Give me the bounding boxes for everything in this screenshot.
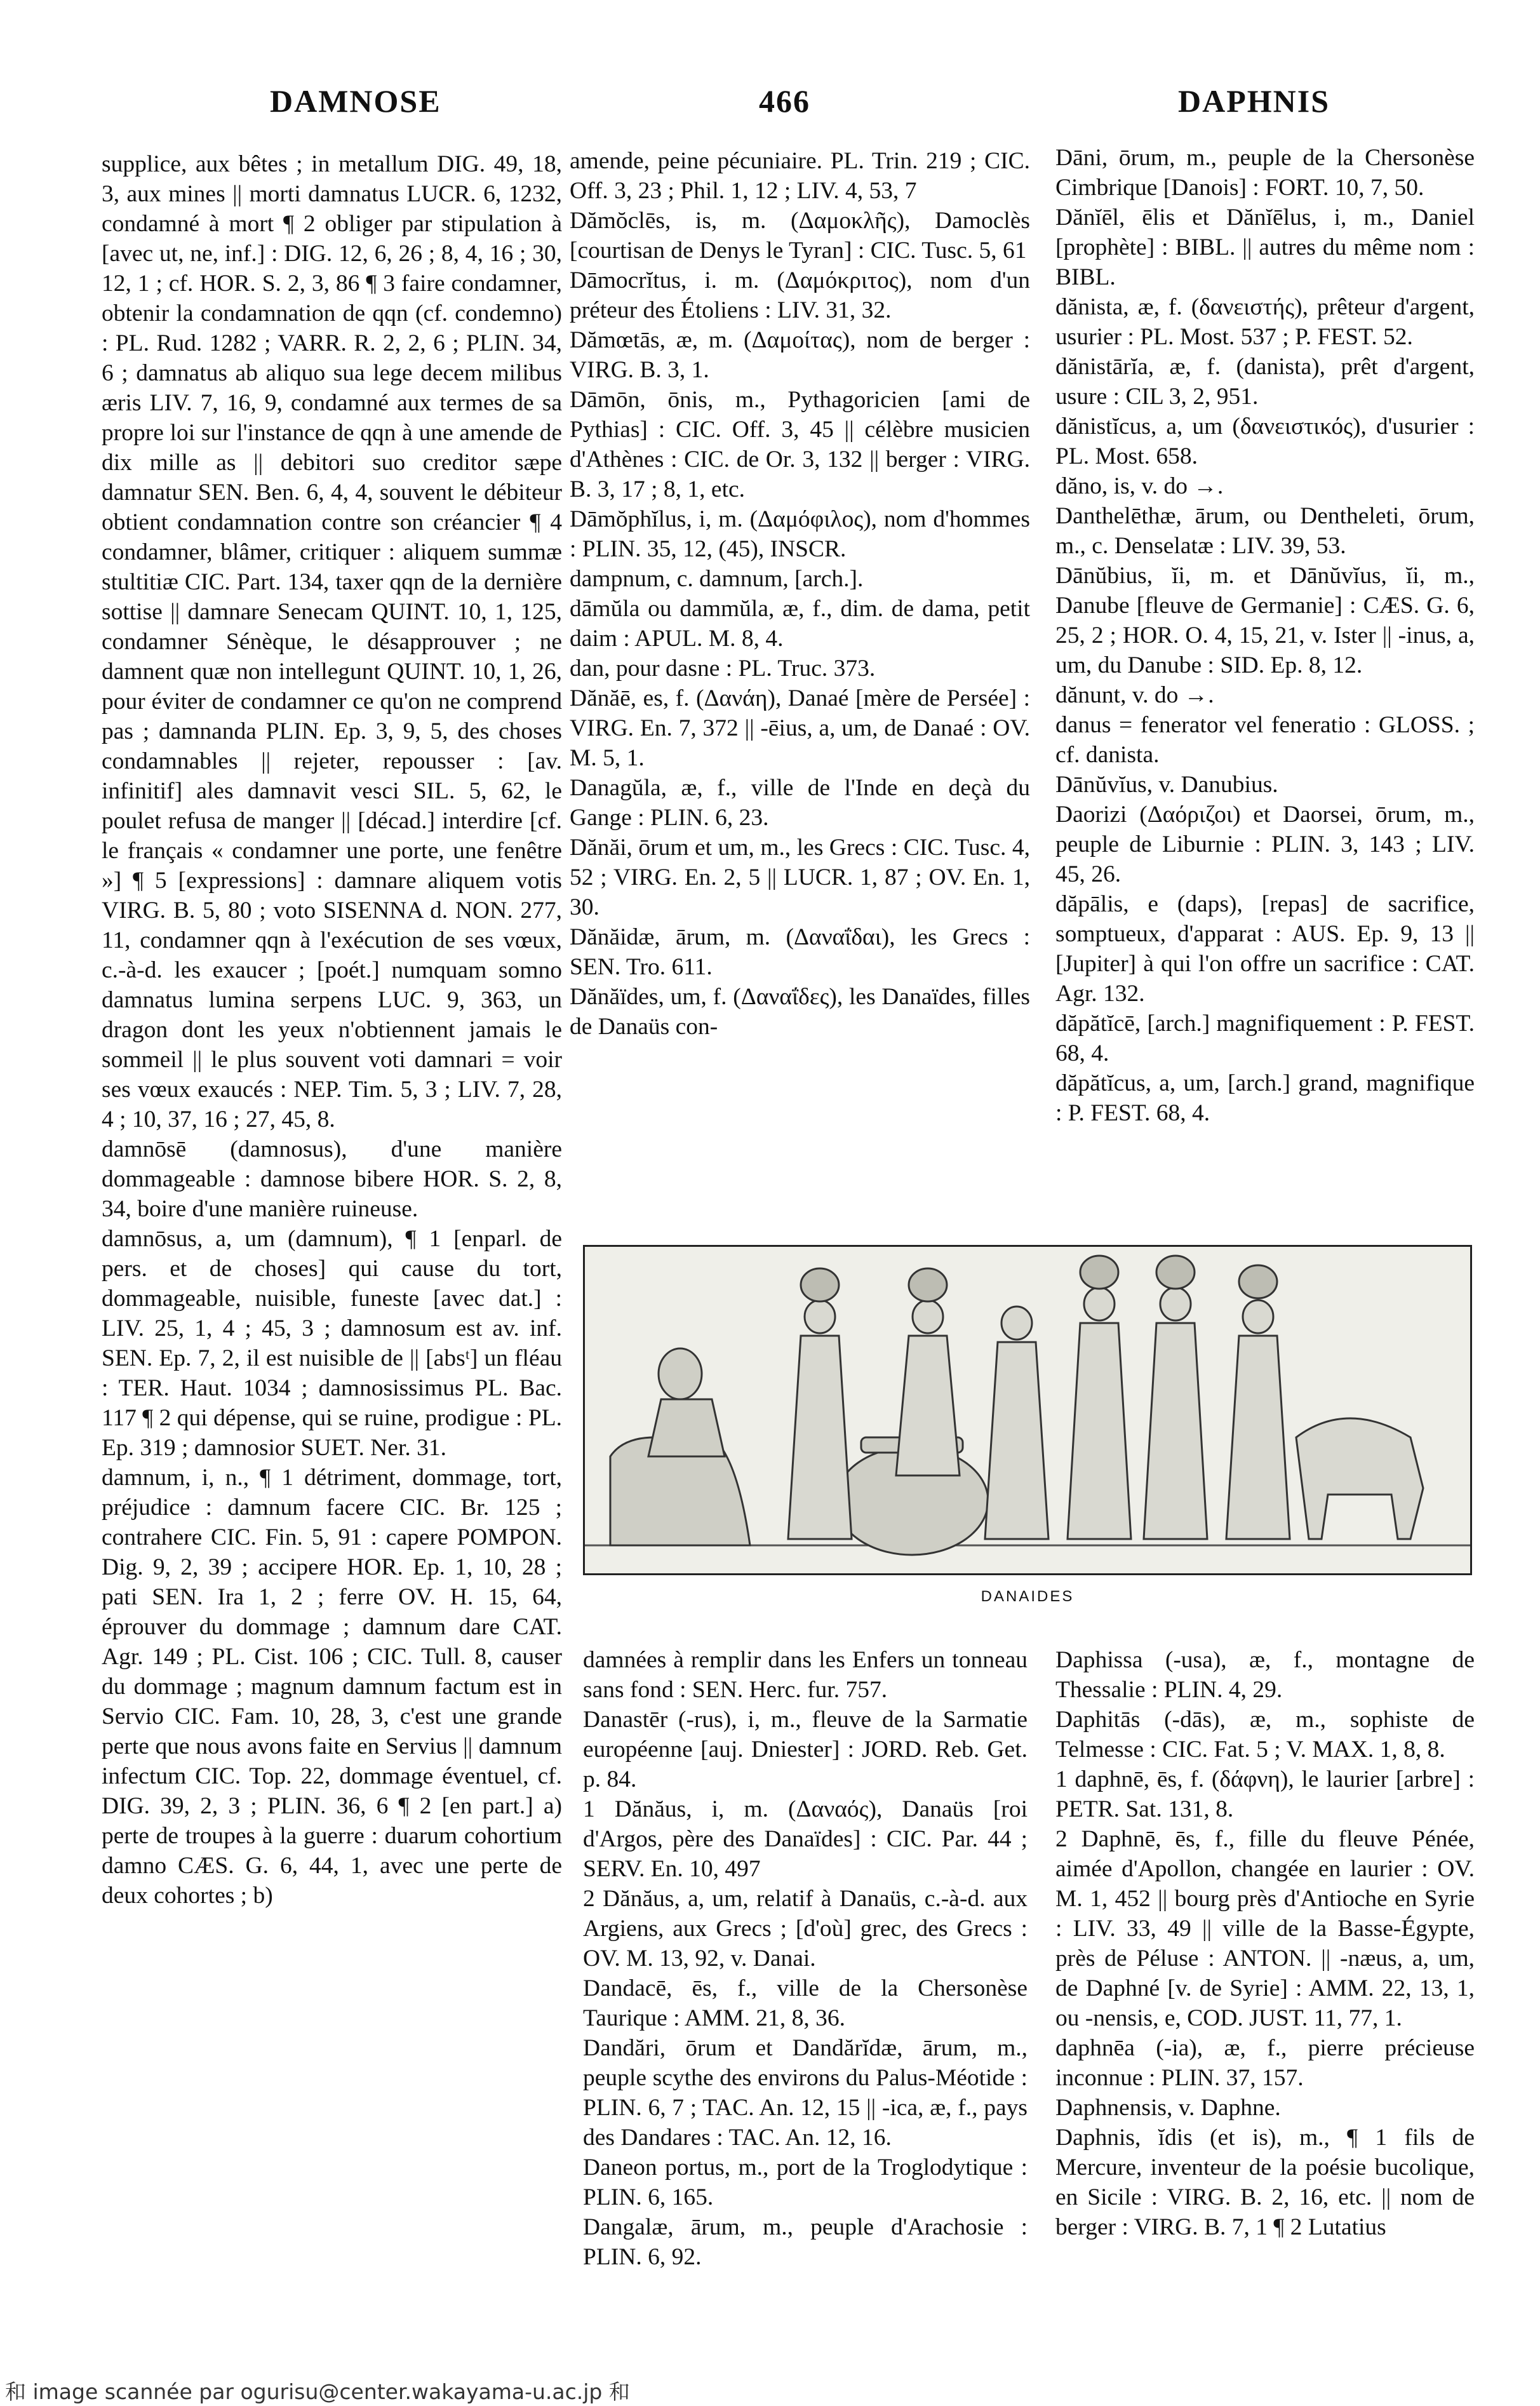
entry: Daneon portus, m., port de la Troglodytique : PLIN. 6, 165. [583,2154,1028,2210]
column-3 [1055,143,1475,1128]
engraving-frame [583,1245,1472,1575]
entry: amende, peine pécuniaire. PL. Trin. 219 ; CIC. Off. 3, 23 ; Phil. 1, 12 ; LIV. 4, 53, 7 [570,148,1030,204]
entry: 2 Dănăus, a, um, relatif à Danaüs, c.-à-d. aux Argiens, aux Grecs ; [d'où] grec, des Grecs : OV. M. 13, 92, v. Danai. [583,1886,1028,1972]
entry: Daorizi (Δαόριζοι) et Daorsei, ōrum, m., peuple de Liburnie : PLIN. 3, 143 ; LIV. 45, 26. [1055,802,1475,887]
column-3-lower [1055,1645,1475,2242]
entry: dan, pour dasne : PL. Truc. 373. [570,655,876,682]
entry: dăpālis, e (daps), [repas] de sacrifice, somptueux, d'apparat : AUS. Ep. 9, 13 || [Jupiter] à qui l'on offre un sacrifice : CAT. Agr. 132. [1055,891,1475,1007]
entry: 2 Daphnē, ēs, f., fille du fleuve Pénée, aimée d'Apollon, changée en laurier : OV. M. 1, 452 || bourg près d'Antioche en Syrie : LIV. 33, 49 || ville de la Basse-Égypte, près de Péluse : ANTON. || -næus, a, um, de Daphné [v. de Syrie] : AMM. 22, 13, 1, ou -nensis, e, COD. JUST. 11, 77, 1. [1055,1826,1475,2031]
entry: damnōsē (damnosus), d'une manière dommageable : damnose bibere HOR. S. 2, 8, 34, boire d'une manière ruineuse. [102,1136,562,1222]
danaides-engraving [585,1247,1470,1573]
entry: supplice, aux bêtes ; in metallum DIG. 49, 18, 3, aux mines || morti damnatus LUCR. 6, 1232, condamné à mort ¶ 2 obliger par stipulation à [avec ut, ne, inf.] : DIG. 12, 6, 26 ; 8, 4, 16 ; 30, 12, 1 ; cf. HOR. S. 2, 3, 86 ¶ 3 faire condamner, obtenir la condamnation de qqn (cf. condemno) : PL. Rud. 1282 ; VARR. R. 2, 2, 6 ; PLIN. 34, 6 ; damnatus ab aliquo sua lege decem milibus æris LIV. 7, 16, 9, condamné aux termes de sa propre loi sur l'instance de qqn à une amende de dix mille as || debitori suo creditor sæpe damnatur SEN. Ben. 6, 4, 4, souvent le débiteur obtient condamnation contre son créancier ¶ 4 condamner, blâmer, critiquer : aliquem summæ stultitiæ CIC. Part. 134, taxer qqn de la dernière sottise || damnare Senecam QUINT. 10, 1, 125, condamner Sénèque, le désapprouver ; ne damnent quæ non intellegunt QUINT. 10, 1, 26, pour éviter de condamner ce qu'on ne comprend pas ; damnanda PLIN. Ep. 3, 9, 5, des choses condamnables || rejeter, repousser : [av. infinitif] ales damnavit vesci SIL. 5, 62, le poulet refusa de manger || [décad.] interdire [cf. le français « condamner une porte, une fenêtre »] ¶ 5 [expressions] : damnare aliquem votis VIRG. B. 5, 80 ; voto SISENNA d. NON. 277, 11, condamner qqn à l'exécution de ses vœux, c.-à-d. les exaucer ; [poét.] numquam somno damnatus lumina serpens LUC. 9, 363, un dragon dont les yeux n'obtiennent jamais le sommeil || le plus souvent voti damnari = voir ses vœux exaucés : NEP. Tim. 5, 3 ; LIV. 7, 28, 4 ; 10, 37, 16 ; 27, 45, 8. [102,151,562,1132]
entry: Dānŭbius, ĭi, m. et Dānŭvĭus, ĭi, m., Danube [fleuve de Germanie] : CÆS. G. 6, 25, 2 ; HOR. O. 4, 15, 21, v. Ister || -inus, a, um, du Danube : SID. Ep. 8, 12. [1055,563,1475,678]
entry: dāmŭla ou dammŭla, æ, f., dim. de dama, petit daim : APUL. M. 8, 4. [570,596,1030,652]
entry: damnées à remplir dans les Enfers un tonneau sans fond : SEN. Herc. fur. 757. [583,1647,1028,1703]
entry: Dănăi, ōrum et um, m., les Grecs : CIC. Tusc. 4, 52 ; VIRG. En. 2, 5 || LUCR. 1, 87 ; OV. En. 1, 30. [570,835,1030,920]
entry: dampnum, c. damnum, [arch.]. [570,566,864,592]
entry: Daphissa (-usa), æ, f., montagne de Thessalie : PLIN. 4, 29. [1055,1647,1475,1703]
scan-footer: 和 image scannée par ogurisu@center.wakayama-u.ac.jp 和 [5,2379,630,2404]
entry: dănunt, v. do →. [1055,682,1214,708]
entry: Dāni, ōrum, m., peuple de la Chersonèse Cimbrique [Danois] : FORT. 10, 7, 50. [1055,145,1475,201]
entry: Dāmocrĭtus, i. m. (Δαμόκριτος), nom d'un préteur des Étoliens : LIV. 31, 32. [570,267,1030,323]
column-2-lower [583,1645,1028,2272]
entry: Dangalæ, ārum, m., peuple d'Arachosie : PLIN. 6, 92. [583,2214,1028,2270]
entry: dănistĭcus, a, um (δανειστικός), d'usurier : PL. Most. 658. [1055,413,1475,469]
entry: Dănăïdes, um, f. (Δαναΐδες), les Danaïdes, filles de Danaüs con- [570,984,1030,1040]
entry: Daphitās (-dās), æ, m., sophiste de Telmesse : CIC. Fat. 5 ; V. MAX. 1, 8, 8. [1055,1707,1475,1763]
header-left-guideword: DAMNOSE [270,83,441,119]
entry: damnum, i, n., ¶ 1 détriment, dommage, tort, préjudice : damnum facere CIC. Br. 125 ; contrahere CIC. Fin. 5, 91 : capere POMPON. Dig. 9, 2, 39 ; accipere HOR. Ep. 1, 10, 28 ; pati SEN. Ira 1, 2 ; ferre OV. H. 15, 64, éprouver du dommage ; damnum dare CAT. Agr. 149 ; PL. Cist. 106 ; CIC. Tull. 8, causer du dommage ; magnum damnum factum est in Servio CIC. Fam. 10, 28, 3, c'est une grande perte que nous avons faite en Servius || damnum infectum CIC. Top. 22, dommage éventuel, cf. DIG. 39, 2, 3 ; PLIN. 36, 6 ¶ 2 [en part.] a) perte de troupes à la guerre : duarum cohortium damno CÆS. G. 6, 44, 1, avec une perte de deux cohortes ; b) [102,1465,562,1909]
entry: dănistārĭa, æ, f. (danista), prêt d'argent, usure : CIL 3, 2, 951. [1055,354,1475,410]
entry: 1 Dănăus, i, m. (Δαναός), Danaüs [roi d'Argos, père des Danaïdes] : CIC. Par. 44 ; SERV. En. 10, 497 [583,1796,1028,1882]
entry: dăno, is, v. do →. [1055,473,1224,499]
entry: 1 daphnē, ēs, f. (δάφνη), le laurier [arbre] : PETR. Sat. 131, 8. [1055,1766,1475,1822]
page-number: 466 [759,83,810,119]
entry: dăpătĭcē, [arch.] magnifiquement : P. FEST. 68, 4. [1055,1011,1475,1066]
entry: daphnēa (-ia), æ, f., pierre précieuse inconnue : PLIN. 37, 157. [1055,2035,1475,2091]
entry: Dāmŏphĭlus, i, m. (Δαμόφιλος), nom d'hommes : PLIN. 35, 12, (45), INSCR. [570,506,1030,562]
entry: damnōsus, a, um (damnum), ¶ 1 [enparl. de pers. et de choses] qui cause du tort, dommageable, nuisible, funeste [avec dat.] : LIV. 25, 1, 4 ; 45, 3 ; damnosum est av. inf. SEN. Ep. 7, 2, il est nuisible de || [absᵗ] un fléau : TER. Haut. 1034 ; damnosissimus PL. Bac. 117 ¶ 2 qui dépense, qui se ruine, prodigue : PL. Ep. 319 ; damnosior SUET. Ner. 31. [102,1226,562,1461]
illustration-caption: DANAIDES [981,1588,1075,1605]
entry: Dănăidæ, ārum, m. (Δαναΐδαι), les Grecs : SEN. Tro. 611. [570,924,1030,980]
entry: dănista, æ, f. (δανειστής), prêteur d'argent, usurier : PL. Most. 537 ; P. FEST. 52. [1055,294,1475,350]
entry: Daphnensis, v. Daphne. [1055,2095,1281,2121]
header-right-guideword: DAPHNIS [1178,83,1330,119]
entry: Dānŭvĭus, v. Danubius. [1055,772,1278,798]
entry: Dănĭēl, ēlis et Dănĭēlus, i, m., Daniel [prophète] : BIBL. || autres du même nom : BIBL. [1055,205,1475,290]
entry: Dāmōn, ōnis, m., Pythagoricien [ami de Pythias] : CIC. Off. 3, 45 || célèbre musicien d'Athènes : CIC. de Or. 3, 132 || berger : VIRG. B. 3, 17 ; 8, 1, etc. [570,387,1030,502]
entry: Dănăē, es, f. (Δανάη), Danaé [mère de Persée] : VIRG. En. 7, 372 || -ēius, a, um, de Danaé : OV. M. 5, 1. [570,685,1030,771]
entry: Dămœtās, æ, m. (Δαμοίτας), nom de berger : VIRG. B. 3, 1. [570,327,1030,383]
entry: Dandări, ōrum et Dandărĭdæ, ārum, m., peuple scythe des environs du Palus-Méotide : PLIN. 6, 7 ; TAC. An. 12, 15 || -ica, æ, f., pays des Dandares : TAC. An. 12, 16. [583,2035,1028,2151]
page-header [0,83,1540,133]
entry: Danastēr (-rus), i, m., fleuve de la Sarmatie européenne [auj. Dniester] : JORD. Reb. Get. p. 84. [583,1707,1028,1792]
entry: dăpătĭcus, a, um, [arch.] grand, magnifique : P. FEST. 68, 4. [1055,1070,1475,1126]
entry: Danthelēthæ, ārum, ou Dentheleti, ōrum, m., c. Denselatæ : LIV. 39, 53. [1055,503,1475,559]
entry: Dandacē, ēs, f., ville de la Chersonèse Taurique : AMM. 21, 8, 36. [583,1975,1028,2031]
column-2 [570,146,1030,1042]
column-1 [102,149,562,1911]
danaides-illustration [583,1245,1472,1626]
entry: Danagŭla, æ, f., ville de l'Inde en deçà du Gange : PLIN. 6, 23. [570,775,1030,831]
entry: danus = fenerator vel feneratio : GLOSS. ; cf. danista. [1055,712,1475,768]
entry: Dămŏclēs, is, m. (Δαμοκλῆς), Damoclès [courtisan de Denys le Tyran] : CIC. Tusc. 5, 61 [570,208,1030,264]
entry: Daphnis, ĭdis (et is), m., ¶ 1 fils de Mercure, inventeur de la poésie bucolique, en Sicile : VIRG. B. 2, 16, etc. || nom de berger : VIRG. B. 7, 1 ¶ 2 Lutatius [1055,2125,1475,2240]
